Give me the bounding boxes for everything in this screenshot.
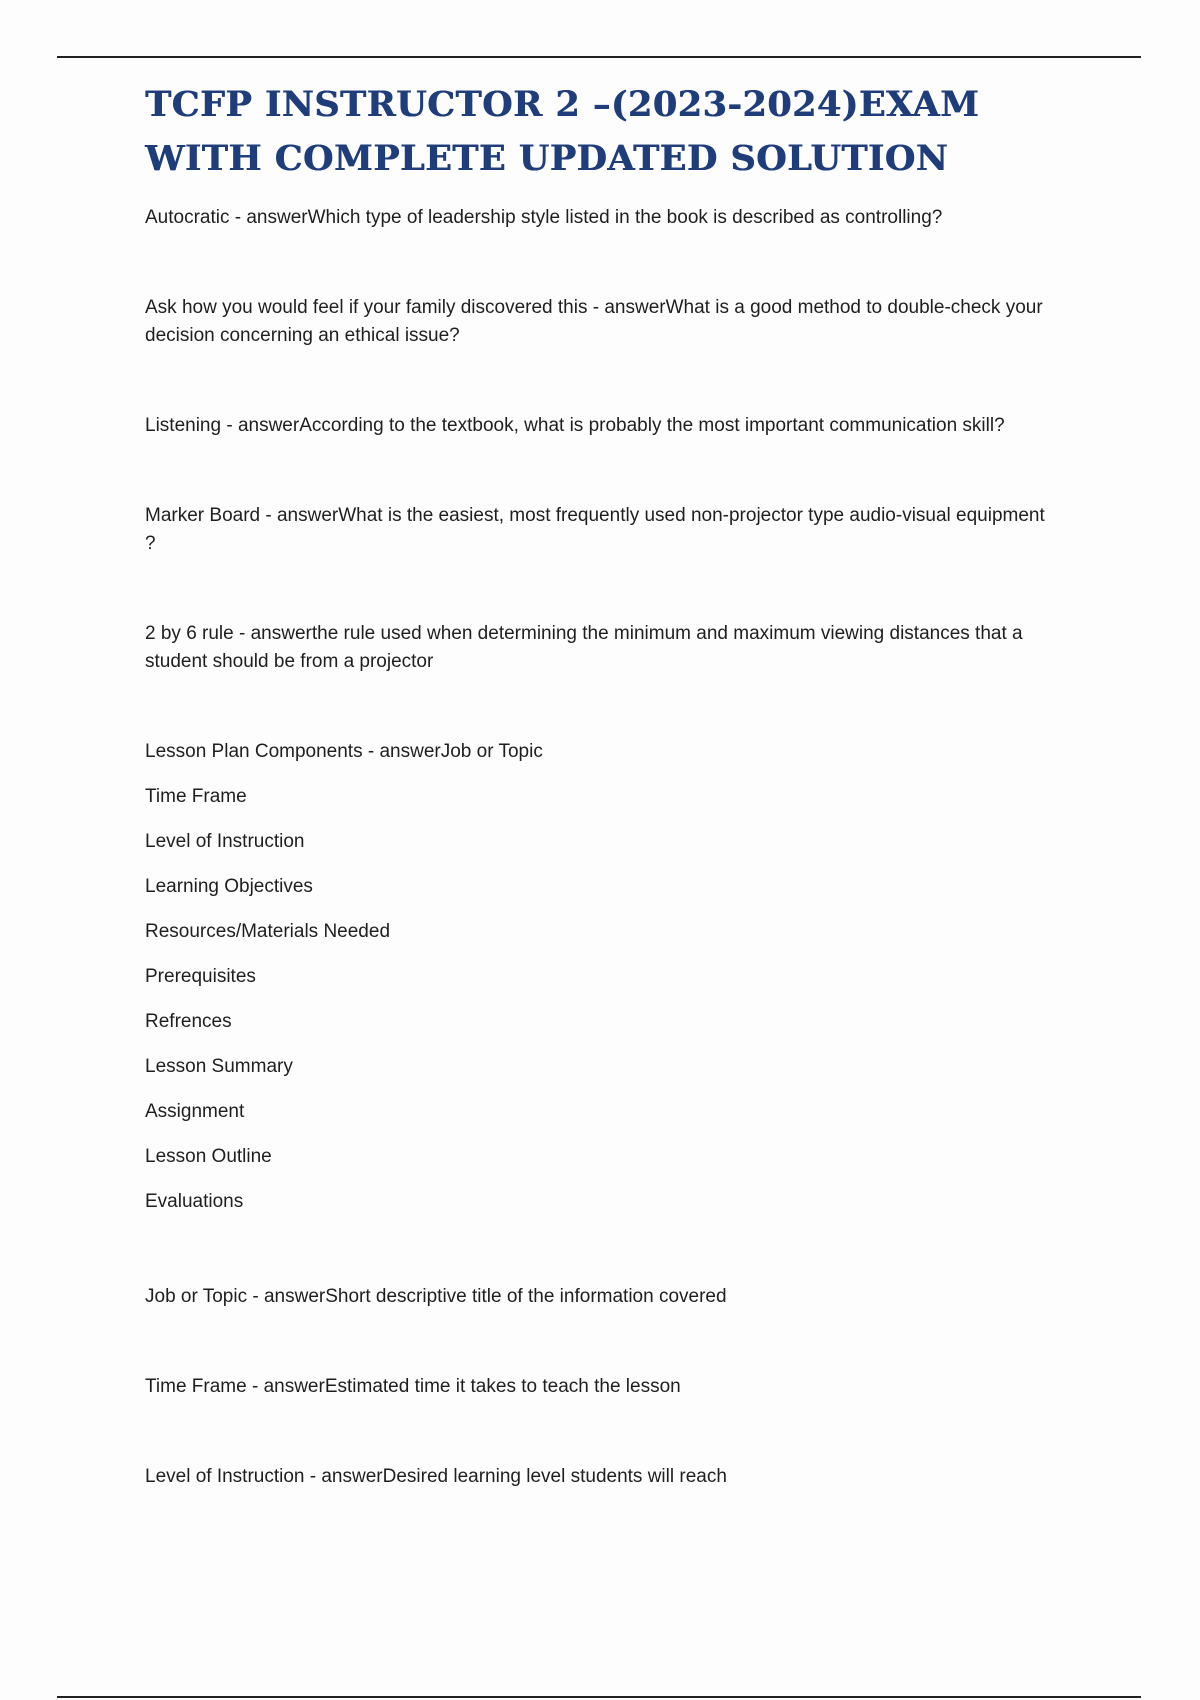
document-title: TCFP INSTRUCTOR 2 –(2023-2024)EXAM WITH COMPLETE UPDATED SOLUTION [145, 84, 980, 179]
lesson-plan-item: Lesson Outline [145, 1146, 272, 1167]
lesson-plan-item: Lesson Summary [145, 1056, 293, 1077]
qa-entry: Autocratic - answerWhich type of leadership style listed in the book is described as controlling? [145, 207, 943, 228]
lesson-plan-item: Refrences [145, 1011, 232, 1032]
bottom-rule [57, 1696, 1141, 1698]
lesson-plan-item: Learning Objectives [145, 876, 313, 897]
qa-entry: Marker Board - answerWhat is the easiest, most frequently used non-projector type audio-visual equipment ? [145, 505, 1045, 554]
lesson-plan-item: Prerequisites [145, 966, 256, 987]
qa-entry: Time Frame - answerEstimated time it takes to teach the lesson [145, 1376, 681, 1397]
document-content [145, 78, 1045, 1491]
lesson-plan-heading: Lesson Plan Components - answerJob or Topic [145, 741, 543, 762]
top-rule [57, 56, 1141, 58]
qa-entry: Job or Topic - answerShort descriptive title of the information covered [145, 1286, 727, 1307]
lesson-plan-item: Level of Instruction [145, 831, 305, 852]
lesson-plan-list [145, 738, 1045, 1216]
lesson-plan-item: Resources/Materials Needed [145, 921, 391, 942]
qa-entry: Listening - answerAccording to the textbook, what is probably the most important communication skill? [145, 415, 1005, 436]
qa-entry: 2 by 6 rule - answerthe rule used when determining the minimum and maximum viewing distances that a student should be from a projector [145, 623, 1023, 672]
lesson-plan-item: Assignment [145, 1101, 245, 1122]
qa-entry: Level of Instruction - answerDesired learning level students will reach [145, 1466, 727, 1487]
lesson-plan-item: Evaluations [145, 1191, 244, 1212]
qa-entry: Ask how you would feel if your family discovered this - answerWhat is a good method to double-check your decision concerning an ethical issue? [145, 297, 1043, 346]
lesson-plan-item: Time Frame [145, 786, 247, 807]
